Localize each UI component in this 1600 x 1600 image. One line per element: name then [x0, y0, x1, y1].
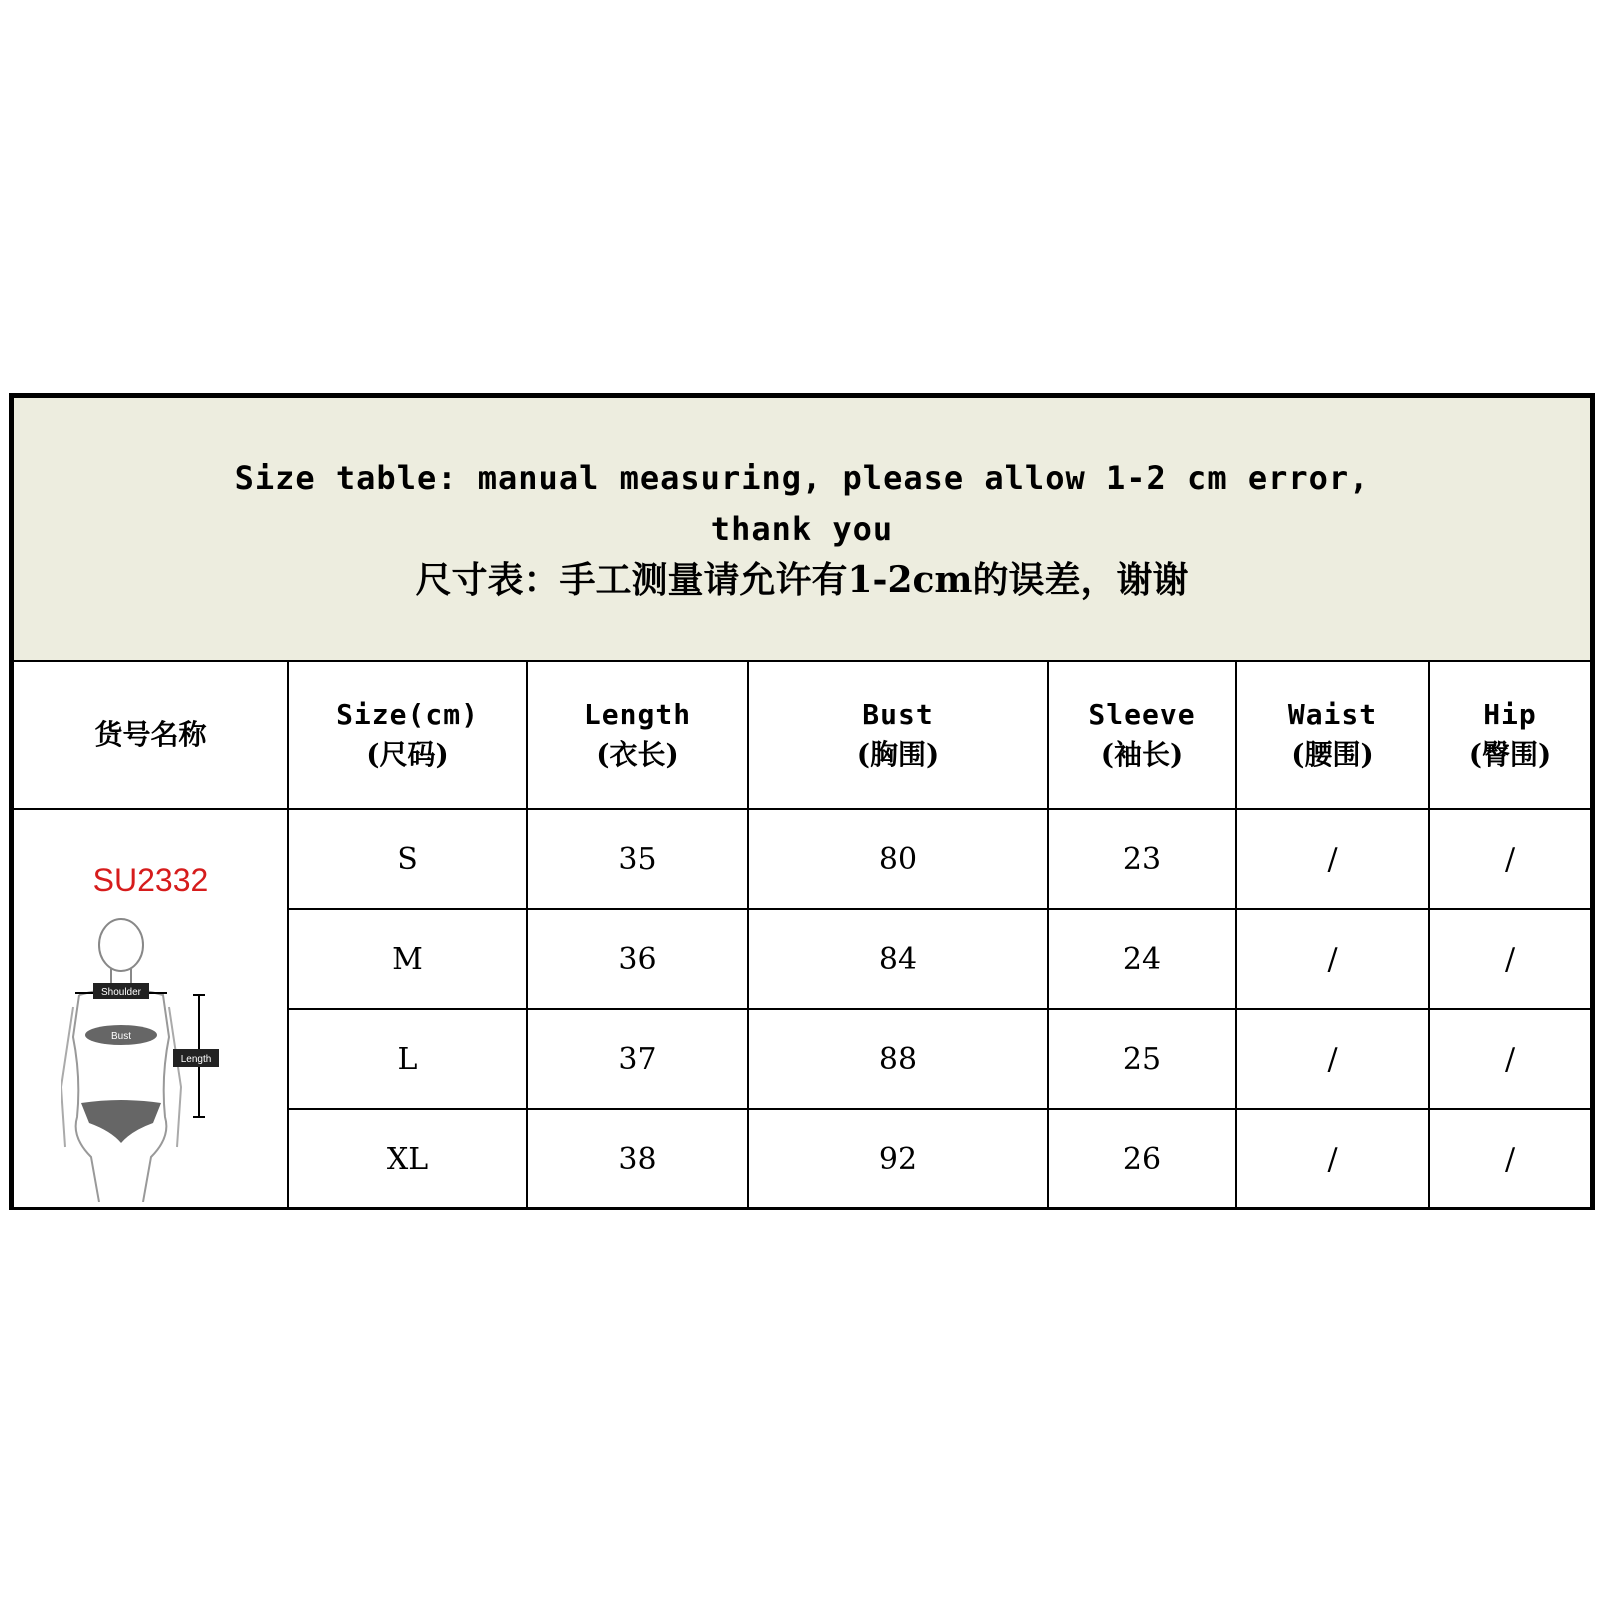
bust-cell: 88: [748, 1009, 1048, 1109]
waist-cell: /: [1236, 909, 1429, 1009]
bust-cell: 92: [748, 1109, 1048, 1209]
size-table: [12, 396, 1592, 1210]
size-cell: S: [288, 809, 527, 909]
size-table-banner: [13, 397, 1591, 661]
hip-cell: /: [1429, 909, 1591, 1009]
header-bust: Bust (胸围): [748, 661, 1048, 809]
hip-cell: /: [1429, 809, 1591, 909]
length-cell: 38: [527, 1109, 748, 1209]
header-row: [13, 661, 1591, 809]
sleeve-cell: 26: [1048, 1109, 1236, 1209]
size-cell: XL: [288, 1109, 527, 1209]
banner-english-text: Size table: manual measuring, please allow 1-2 cm error, thank you: [234, 458, 1370, 548]
table-row: [13, 809, 1591, 909]
header-product-name: 货号名称: [13, 661, 288, 809]
header-size: Size(cm) (尺码): [288, 661, 527, 809]
banner-chinese-text: 尺寸表：手工测量请允许有1-2cm的误差，谢谢: [415, 558, 1189, 601]
hip-cell: /: [1429, 1109, 1591, 1209]
sleeve-cell: 25: [1048, 1009, 1236, 1109]
bust-cell: 80: [748, 809, 1048, 909]
waist-cell: /: [1236, 1109, 1429, 1209]
header-hip: Hip (臀围): [1429, 661, 1591, 809]
waist-cell: /: [1236, 809, 1429, 909]
figure-label-shoulder: Shoulder: [100, 987, 141, 998]
bust-cell: 84: [748, 909, 1048, 1009]
size-cell: M: [288, 909, 527, 1009]
waist-cell: /: [1236, 1009, 1429, 1109]
header-sleeve: Sleeve (袖长): [1048, 661, 1236, 809]
product-code: SU2332: [92, 862, 209, 898]
sleeve-cell: 23: [1048, 809, 1236, 909]
size-cell: L: [288, 1009, 527, 1109]
sleeve-cell: 24: [1048, 909, 1236, 1009]
body-measurement-figure: [61, 917, 241, 1202]
header-waist: Waist (腰围): [1236, 661, 1429, 809]
product-cell: [13, 809, 288, 1209]
length-cell: 35: [527, 809, 748, 909]
length-cell: 37: [527, 1009, 748, 1109]
hip-cell: /: [1429, 1009, 1591, 1109]
length-cell: 36: [527, 909, 748, 1009]
figure-label-length: Length: [180, 1054, 211, 1065]
header-length: Length (衣长): [527, 661, 748, 809]
size-table-container: [9, 393, 1595, 1210]
figure-label-bust: Bust: [110, 1031, 131, 1042]
